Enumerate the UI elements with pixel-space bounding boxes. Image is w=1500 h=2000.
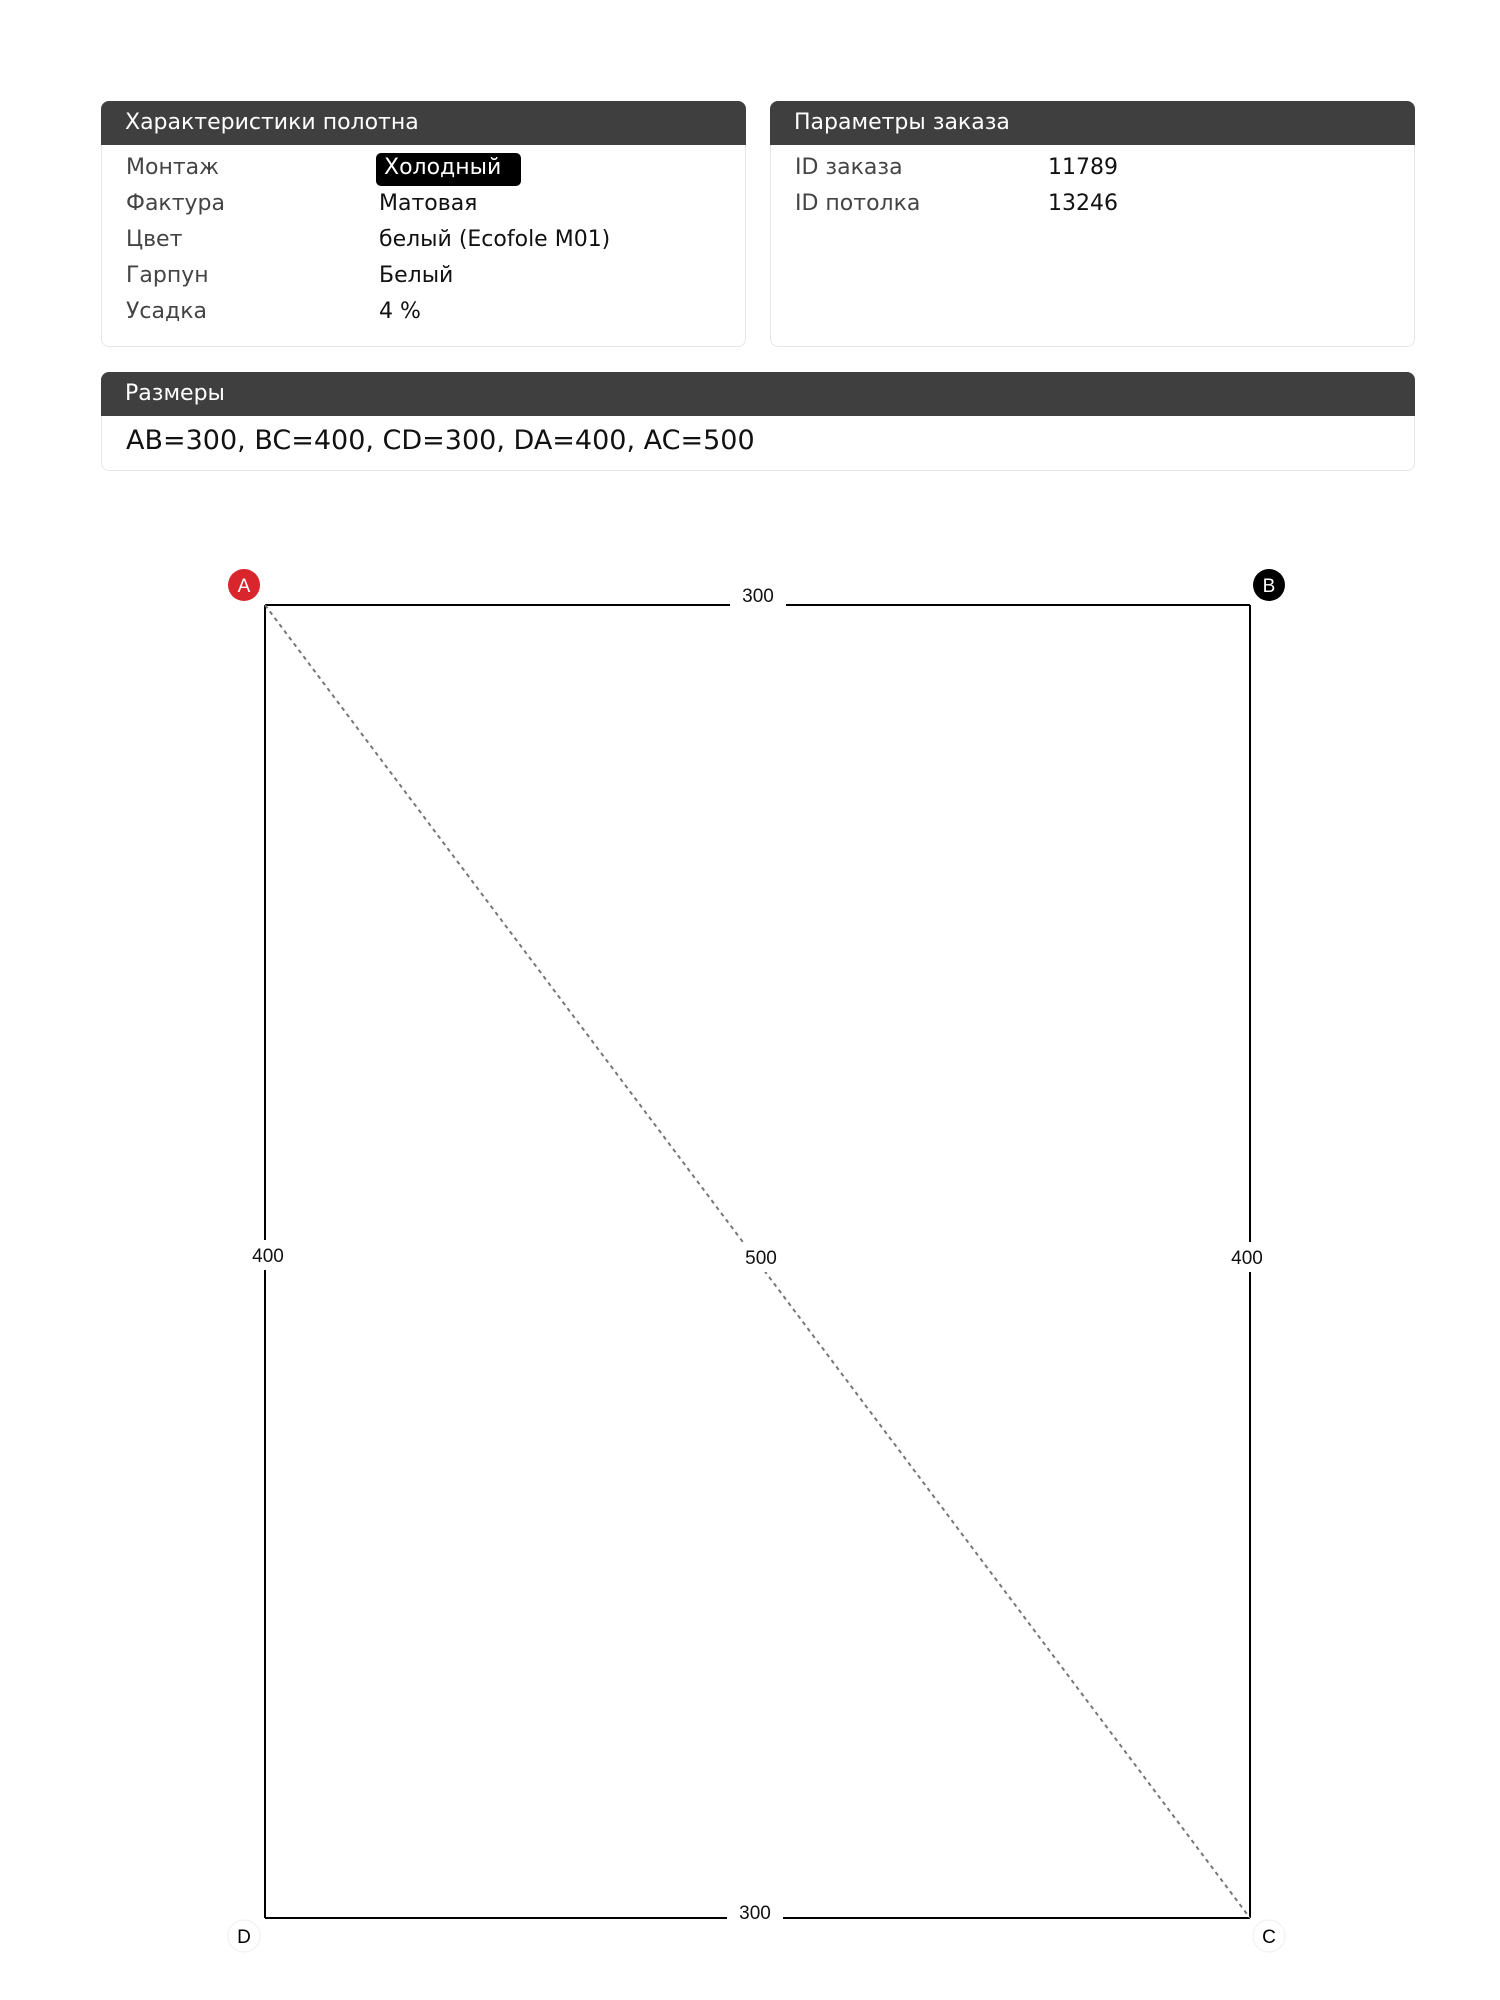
edge-label-bc: 400: [1231, 1248, 1263, 1269]
mounting-badge: Холодный: [376, 153, 521, 186]
edge-label-cd: 300: [739, 1903, 771, 1924]
edge-label-ac: 500: [745, 1248, 777, 1269]
row-label: Цвет: [126, 227, 183, 252]
row-value: Белый: [379, 263, 454, 288]
row-value: белый (Ecofole M01): [379, 227, 611, 252]
row-value: Матовая: [379, 191, 478, 216]
vertex-label-b: B: [1262, 576, 1276, 597]
dimensions-text: AB=300, BC=400, CD=300, DA=400, AC=500: [126, 425, 755, 456]
row-value: 13246: [1048, 191, 1118, 216]
row-label: Усадка: [126, 299, 207, 324]
row-label: Монтаж: [126, 155, 219, 180]
edge-label-da: 400: [252, 1246, 284, 1267]
vertex-label-a: A: [237, 576, 251, 597]
row-label: Гарпун: [126, 263, 209, 288]
dimensions-header: Размеры: [101, 372, 1415, 416]
characteristics-header: Характеристики полотна: [101, 101, 746, 145]
vertex-label-c: C: [1262, 1927, 1276, 1948]
vertex-label-d: D: [237, 1927, 251, 1948]
row-value: 4 %: [379, 299, 421, 324]
row-label: Фактура: [126, 191, 225, 216]
row-label: ID заказа: [795, 155, 903, 180]
row-label: ID потолка: [795, 191, 921, 216]
edge-label-ab: 300: [742, 586, 774, 607]
row-value: 11789: [1048, 155, 1118, 180]
order-header: Параметры заказа: [770, 101, 1415, 145]
